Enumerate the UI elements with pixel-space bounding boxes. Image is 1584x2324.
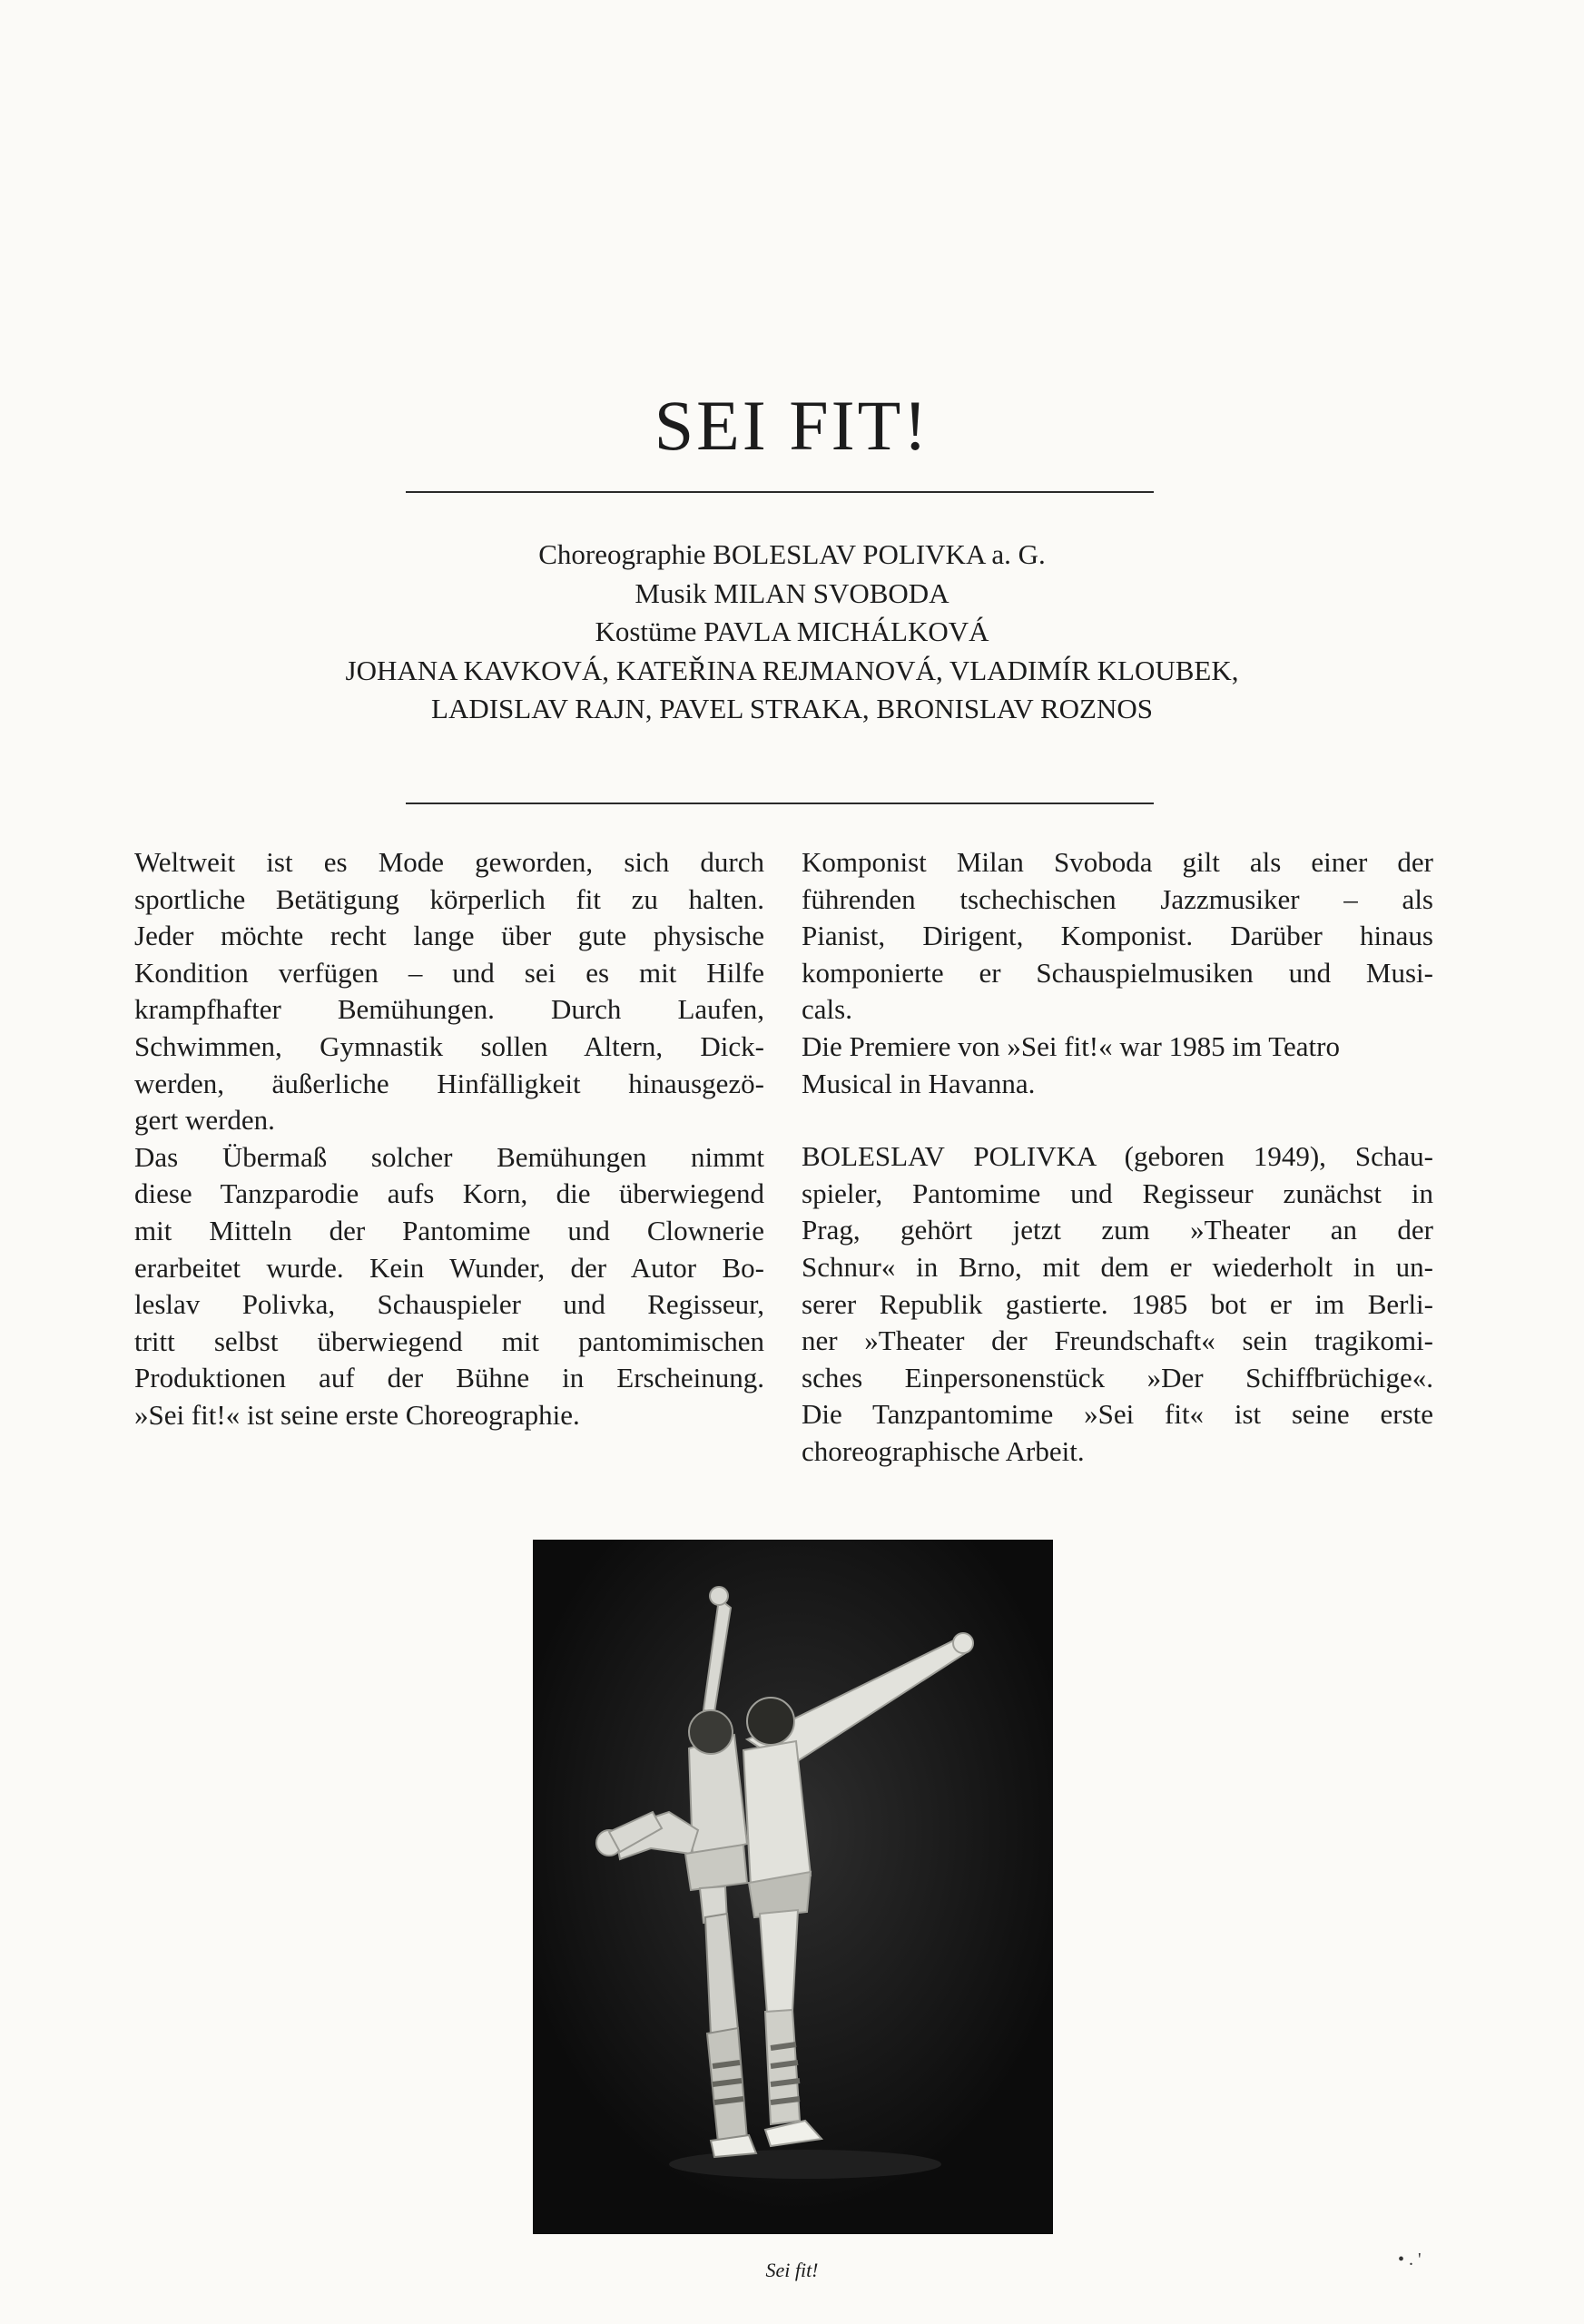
- text-line: Prag, gehört jetzt zum »Theater an der: [802, 1214, 1433, 1246]
- text-line: Weltweit ist es Mode geworden, sich durch: [134, 846, 764, 878]
- text-line: Schnur« in Brno, mit dem er wiederholt in un-: [802, 1250, 1433, 1283]
- text-line: erarbeitet wurde. Kein Wunder, der Autor Bo-: [134, 1251, 764, 1284]
- text-line: »Sei fit!« ist seine erste Choreographie.: [134, 1398, 580, 1431]
- credit-choreography: Choreographie BOLESLAV POLIVKA a. G.: [538, 538, 1046, 570]
- text-line: Kondition verfügen – und sei es mit Hilfe: [134, 956, 764, 989]
- premiere-paragraph: [802, 1029, 1433, 1102]
- text-line: choreographische Arbeit.: [802, 1434, 1085, 1467]
- credit-music: Musik MILAN SVOBODA: [635, 576, 949, 609]
- credit-costumes: Kostüme PAVLA MICHÁLKOVÁ: [595, 615, 989, 647]
- text-line: Musical in Havanna.: [802, 1067, 1036, 1099]
- text-line: Die Premiere von »Sei fit!« war 1985 im Teatro: [802, 1029, 1340, 1062]
- text-line: führenden tschechischen Jazzmusiker – als: [802, 882, 1433, 915]
- dance-photo: [533, 1540, 1053, 2234]
- text-line: Schwimmen, Gymnastik sollen Altern, Dick-: [134, 1029, 764, 1062]
- page-title: SEI FIT!: [654, 386, 930, 465]
- text-line: krampfhafter Bemühungen. Durch Laufen,: [134, 993, 764, 1026]
- text-line: leslav Polivka, Schauspieler und Regisseur,: [134, 1288, 764, 1321]
- text-line: mit Mitteln der Pantomime und Clownerie: [134, 1214, 764, 1246]
- left-column: [134, 844, 764, 1434]
- photo-caption: Sei fit!: [765, 2259, 819, 2281]
- text-line: Komponist Milan Svoboda gilt als einer der: [802, 846, 1433, 878]
- text-line: BOLESLAV POLIVKA (geboren 1949), Schau-: [802, 1140, 1433, 1173]
- credit-dancers-1: JOHANA KAVKOVÁ, KATEŘINA REJMANOVÁ, VLADIMÍR KLOUBEK,: [345, 654, 1239, 686]
- parody-paragraph: [134, 1139, 764, 1434]
- biography-paragraph: [802, 1138, 1433, 1470]
- text-line: Die Tanzpantomime »Sei fit« ist seine erste: [802, 1398, 1433, 1431]
- text-line: Das Übermaß solcher Bemühungen nimmt: [134, 1140, 764, 1173]
- text-line: komponierte er Schauspielmusiken und Musi-: [802, 956, 1433, 989]
- right-column: [802, 844, 1433, 1471]
- title-rule: [406, 491, 1154, 493]
- composer-paragraph: [802, 844, 1433, 1029]
- text-line: serer Republik gastierte. 1985 bot er im Berli-: [802, 1287, 1433, 1320]
- text-line: Jeder möchte recht lange über gute physische: [134, 920, 764, 952]
- credits-rule: [406, 803, 1154, 804]
- dancers-illustration: [533, 1540, 1053, 2234]
- intro-paragraph: [134, 844, 764, 1139]
- text-line: cals.: [802, 993, 852, 1026]
- text-line: werden, äußerliche Hinfälligkeit hinausgezö-: [134, 1067, 764, 1099]
- text-line: gert werden.: [134, 1104, 275, 1137]
- text-line: Pianist, Dirigent, Komponist. Darüber hinaus: [802, 920, 1433, 952]
- text-line: tritt selbst überwiegend mit pantomimischen: [134, 1324, 764, 1357]
- paragraph-gap: [802, 1102, 1433, 1138]
- text-line: diese Tanzparodie aufs Korn, die überwiegend: [134, 1177, 764, 1210]
- text-line: spieler, Pantomime und Regisseur zunächst in: [802, 1177, 1433, 1209]
- credits-block: [0, 536, 1584, 729]
- text-line: Produktionen auf der Bühne in Erscheinung.: [134, 1362, 764, 1394]
- credit-dancers-2: LADISLAV RAJN, PAVEL STRAKA, BRONISLAV ROZNOS: [431, 693, 1153, 724]
- page-marks: • . ': [1398, 2250, 1422, 2270]
- text-line: sches Einpersonenstück »Der Schiffbrüchige«.: [802, 1361, 1433, 1393]
- text-line: ner »Theater der Freundschaft« sein tragikomi-: [802, 1324, 1433, 1357]
- text-line: sportliche Betätigung körperlich fit zu halten.: [134, 882, 764, 915]
